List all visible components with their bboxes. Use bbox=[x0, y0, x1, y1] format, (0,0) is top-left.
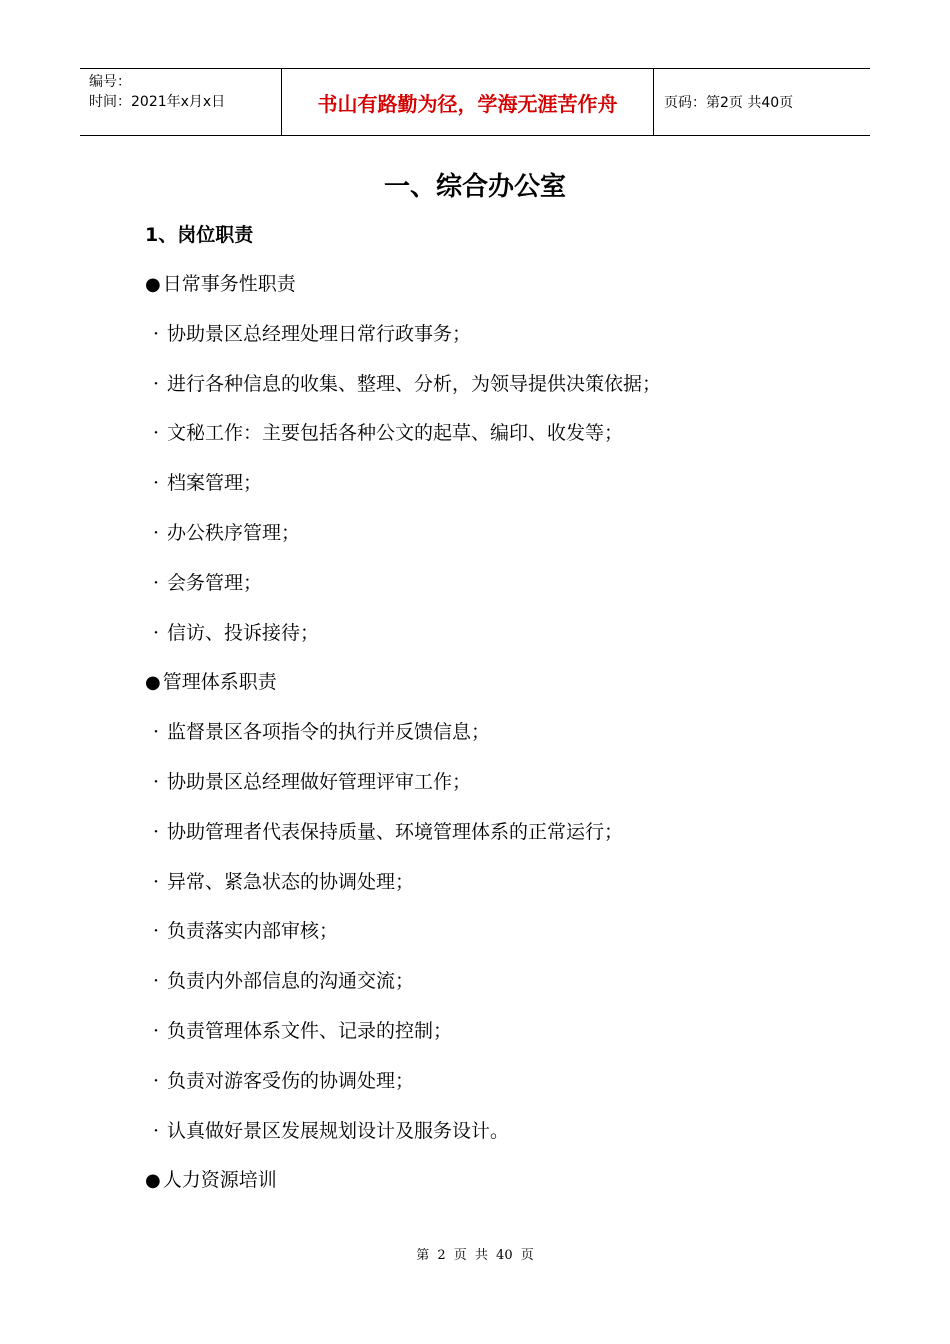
bullet-dot-icon: ● bbox=[145, 672, 161, 694]
line-text: 协助景区总经理做好管理评审工作； bbox=[167, 770, 472, 793]
header-page-info: 页码：第2页 共40页 bbox=[664, 95, 794, 111]
page-footer: 第 2 页 共 40 页 bbox=[416, 1248, 534, 1263]
list-item bbox=[145, 318, 845, 368]
line-text: 异常、紧急状态的协调处理； bbox=[167, 870, 415, 893]
line-text: 负责落实内部审核； bbox=[167, 920, 339, 943]
list-item bbox=[145, 517, 845, 567]
list-item bbox=[145, 766, 845, 816]
list-item bbox=[145, 716, 845, 766]
list-item bbox=[145, 567, 845, 617]
bullet-point-icon: · bbox=[152, 521, 160, 544]
list-item bbox=[145, 617, 845, 667]
line-text: 协助管理者代表保持质量、环境管理体系的正常运行； bbox=[167, 820, 624, 843]
line-text: 文秘工作：主要包括各种公文的起草、编印、收发等； bbox=[167, 422, 624, 445]
bullet-dot-icon: ● bbox=[145, 274, 161, 295]
header-meta bbox=[80, 69, 282, 135]
list-item bbox=[145, 467, 845, 517]
list-item bbox=[145, 417, 845, 467]
line-text: 档案管理； bbox=[167, 472, 263, 495]
list-item bbox=[145, 816, 845, 866]
bullet-point-icon: · bbox=[152, 970, 160, 993]
bullet-point-icon: · bbox=[152, 1019, 160, 1042]
line-text: 办公秩序管理； bbox=[167, 521, 301, 544]
list-item bbox=[145, 1115, 845, 1165]
line-text: 人力资源培训 bbox=[162, 1169, 277, 1192]
list-item bbox=[145, 915, 845, 965]
line-text: 认真做好景区发展规划设计及服务设计。 bbox=[167, 1119, 510, 1142]
line-text: 协助景区总经理处理日常行政事务； bbox=[167, 322, 472, 345]
line-text: 负责对游客受伤的协调处理； bbox=[167, 1069, 415, 1092]
bullet-point-icon: · bbox=[152, 1119, 160, 1142]
bullet-point-icon: · bbox=[152, 621, 160, 644]
section-heading: 1、岗位职责 bbox=[145, 224, 254, 246]
bullet-point-icon: · bbox=[152, 920, 160, 943]
page-title: 一、综合办公室 bbox=[383, 172, 566, 202]
number-label: 编号： bbox=[89, 74, 131, 90]
page-header bbox=[80, 68, 870, 136]
bullet-point-icon: · bbox=[152, 322, 160, 345]
bullet-point-icon: · bbox=[152, 571, 160, 594]
line-text: 信访、投诉接待； bbox=[167, 621, 320, 644]
bullet-point-icon: · bbox=[152, 1069, 160, 1092]
bullet-dot-icon: ● bbox=[145, 1170, 161, 1192]
line-text: 日常事务性职责 bbox=[162, 273, 296, 295]
bullet-point-icon: · bbox=[152, 870, 160, 893]
category-heading bbox=[145, 268, 845, 318]
category-heading bbox=[145, 1164, 845, 1214]
list-item bbox=[145, 1015, 845, 1065]
bullet-point-icon: · bbox=[152, 820, 160, 843]
list-item bbox=[145, 866, 845, 916]
duty-list bbox=[145, 268, 845, 1214]
document-body bbox=[145, 218, 845, 1214]
line-text: 管理体系职责 bbox=[162, 671, 277, 694]
bullet-point-icon: · bbox=[152, 422, 160, 445]
list-item bbox=[145, 965, 845, 1015]
line-text: 监督景区各项指令的执行并反馈信息； bbox=[167, 721, 491, 744]
line-text: 负责内外部信息的沟通交流； bbox=[167, 970, 415, 993]
line-text: 负责管理体系文件、记录的控制； bbox=[167, 1019, 453, 1042]
bullet-point-icon: · bbox=[152, 721, 160, 744]
line-text: 进行各种信息的收集、整理、分析，为领导提供决策依据； bbox=[167, 372, 662, 395]
list-item bbox=[145, 1065, 845, 1115]
bullet-point-icon: · bbox=[152, 372, 160, 395]
bullet-point-icon: · bbox=[152, 770, 160, 793]
header-motto: 书山有路勤为径，学海无涯苦作舟 bbox=[282, 69, 654, 135]
bullet-point-icon: · bbox=[152, 472, 160, 495]
list-item bbox=[145, 368, 845, 418]
time-label: 时间：2021年x月x日 bbox=[89, 94, 226, 110]
line-text: 会务管理； bbox=[167, 571, 263, 594]
category-heading bbox=[145, 666, 845, 716]
